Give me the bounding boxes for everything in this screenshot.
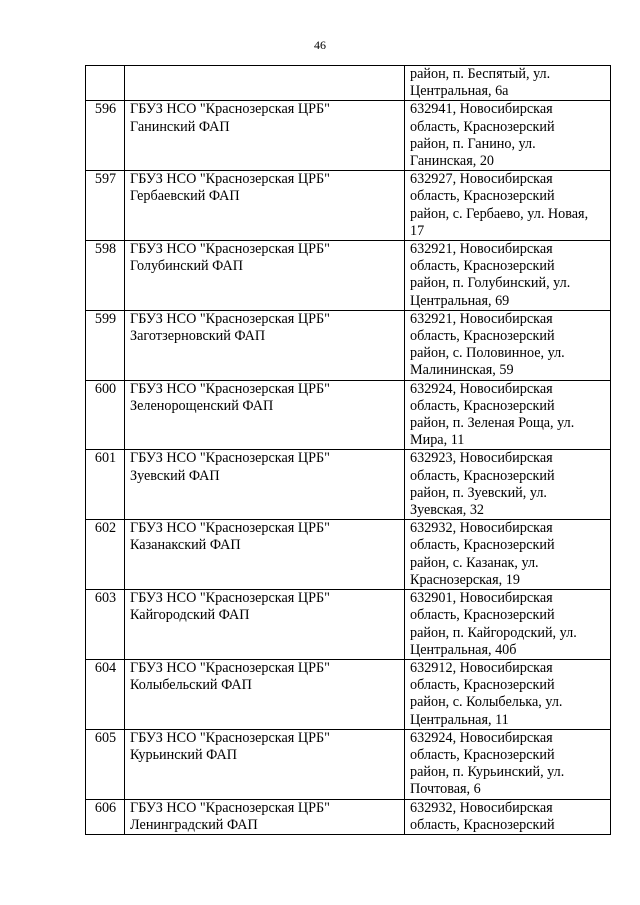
facility-address-line: область, Краснозерский — [410, 607, 555, 624]
facility-name-cell — [125, 590, 405, 660]
facility-name-line: ГБУЗ НСО "Краснозерская ЦРБ" — [130, 799, 330, 816]
facility-address-line: 632932, Новосибирская — [410, 799, 553, 816]
facility-address-line: 632921, Новосибирская — [410, 310, 553, 327]
facility-address-line: район, п. Зеленая Роща, ул. — [410, 415, 575, 432]
facility-address-cell — [405, 590, 611, 660]
facility-address-line: Центральная, 40б — [410, 641, 517, 658]
facility-address-line: 632927, Новосибирская — [410, 171, 553, 188]
facility-table-body — [86, 66, 611, 835]
table-row — [86, 450, 611, 520]
row-number: 603 — [86, 590, 125, 660]
facility-address-line: область, Краснозерский — [410, 816, 555, 833]
facility-address-line: Центральная, 69 — [410, 292, 510, 309]
facility-address-line: область, Краснозерский — [410, 397, 555, 414]
table-row — [86, 241, 611, 311]
facility-name-cell — [125, 241, 405, 311]
table-row — [86, 799, 611, 834]
table-row — [86, 171, 611, 241]
facility-address-line: область, Краснозерский — [410, 258, 555, 275]
facility-address-cell — [405, 310, 611, 380]
facility-name-line: ГБУЗ НСО "Краснозерская ЦРБ" — [130, 520, 330, 537]
table-row — [86, 520, 611, 590]
facility-address-cell — [405, 520, 611, 590]
facility-name-line: Ленинградский ФАП — [130, 816, 258, 833]
table-row — [86, 659, 611, 729]
facility-address-line: область, Краснозерский — [410, 746, 555, 763]
table-row — [86, 380, 611, 450]
row-number: 599 — [86, 310, 125, 380]
facility-address-line: 632912, Новосибирская — [410, 659, 553, 676]
facility-address-line: район, п. Кайгородский, ул. — [410, 624, 577, 641]
facility-address-line: 632921, Новосибирская — [410, 241, 553, 258]
facility-address-line: область, Краснозерский — [410, 328, 555, 345]
facility-address-line: район, с. Колыбелька, ул. — [410, 694, 563, 711]
facility-address-line: район, п. Курьинский, ул. — [410, 764, 565, 781]
facility-address-cell — [405, 450, 611, 520]
row-number: 606 — [86, 799, 125, 834]
facility-address-cell — [405, 101, 611, 171]
row-number: 600 — [86, 380, 125, 450]
facility-address-cell — [405, 659, 611, 729]
facility-address-line: район, с. Половинное, ул. — [410, 345, 565, 362]
facility-name-line: Колыбельский ФАП — [130, 677, 252, 694]
row-number: 597 — [86, 171, 125, 241]
facility-address-line: область, Краснозерский — [410, 118, 555, 135]
facility-address-line: Центральная, 11 — [410, 711, 509, 728]
facility-name-line: ГБУЗ НСО "Краснозерская ЦРБ" — [130, 590, 330, 607]
table-row — [86, 101, 611, 171]
facility-address-line: Почтовая, 6 — [410, 781, 481, 798]
facility-address-line: область, Краснозерский — [410, 537, 555, 554]
facility-address-cell — [405, 241, 611, 311]
row-number: 596 — [86, 101, 125, 171]
facility-address-line: район, с. Гербаево, ул. Новая, — [410, 205, 589, 222]
facility-address-line: 632924, Новосибирская — [410, 729, 553, 746]
facility-address-line: Зуевская, 32 — [410, 502, 485, 519]
facility-address-cell — [405, 729, 611, 799]
facility-name-line: Заготзерновский ФАП — [130, 328, 266, 345]
facility-address-line: Краснозерская, 19 — [410, 571, 520, 588]
row-number — [86, 66, 125, 101]
page-number: 46 — [314, 38, 326, 52]
facility-address-line: 632901, Новосибирская — [410, 590, 553, 607]
facility-name-cell — [125, 520, 405, 590]
facility-address-line: район, п. Ганино, ул. — [410, 135, 536, 152]
facility-address-line: район, п. Беспятый, ул. — [410, 66, 551, 82]
facility-name-cell — [125, 799, 405, 834]
facility-address-line: Малининская, 59 — [410, 362, 514, 379]
facility-name-cell — [125, 66, 405, 101]
facility-address-line: 632924, Новосибирская — [410, 380, 553, 397]
row-number: 604 — [86, 659, 125, 729]
facility-address-line: 632932, Новосибирская — [410, 520, 553, 537]
row-number: 598 — [86, 241, 125, 311]
facility-name-cell — [125, 380, 405, 450]
facility-address-line: район, с. Казанак, ул. — [410, 554, 539, 571]
facility-name-cell — [125, 729, 405, 799]
facility-name-line: ГБУЗ НСО "Краснозерская ЦРБ" — [130, 729, 330, 746]
facility-name-line: Зеленорощенский ФАП — [130, 397, 274, 414]
facility-name-line: ГБУЗ НСО "Краснозерская ЦРБ" — [130, 659, 330, 676]
facility-address-line: 632941, Новосибирская — [410, 101, 553, 118]
facility-address-line: 632923, Новосибирская — [410, 450, 553, 467]
facility-address-cell — [405, 799, 611, 834]
facility-name-cell — [125, 171, 405, 241]
facility-address-line: область, Краснозерский — [410, 467, 555, 484]
facility-address-line: область, Краснозерский — [410, 188, 555, 205]
facility-name-line: ГБУЗ НСО "Краснозерская ЦРБ" — [130, 241, 330, 258]
facility-address-line: район, п. Голубинский, ул. — [410, 275, 571, 292]
facility-address-cell — [405, 380, 611, 450]
facility-name-line: Голубинский ФАП — [130, 258, 243, 275]
facility-name-line: ГБУЗ НСО "Краснозерская ЦРБ" — [130, 450, 330, 467]
facility-name-line: ГБУЗ НСО "Краснозерская ЦРБ" — [130, 380, 330, 397]
facility-address-line: Центральная, 6а — [410, 83, 509, 100]
row-number: 602 — [86, 520, 125, 590]
facility-address-line: область, Краснозерский — [410, 677, 555, 694]
table-row — [86, 590, 611, 660]
row-number: 605 — [86, 729, 125, 799]
facility-name-cell — [125, 310, 405, 380]
facility-address-line: Ганинская, 20 — [410, 153, 495, 170]
facility-name-line: Курьинский ФАП — [130, 746, 237, 763]
facility-name-line: Зуевский ФАП — [130, 467, 220, 484]
facility-name-line: Ганинский ФАП — [130, 118, 230, 135]
facility-name-line: Казанакский ФАП — [130, 537, 241, 554]
table-row — [86, 66, 611, 101]
facility-table — [85, 65, 611, 835]
facility-name-line: Кайгородский ФАП — [130, 607, 250, 624]
facility-name-line: ГБУЗ НСО "Краснозерская ЦРБ" — [130, 171, 330, 188]
facility-name-cell — [125, 101, 405, 171]
facility-address-line: Мира, 11 — [410, 432, 465, 449]
facility-address-line: район, п. Зуевский, ул. — [410, 484, 547, 501]
table-row — [86, 729, 611, 799]
facility-name-line: ГБУЗ НСО "Краснозерская ЦРБ" — [130, 101, 330, 118]
facility-name-cell — [125, 450, 405, 520]
row-number: 601 — [86, 450, 125, 520]
facility-name-cell — [125, 659, 405, 729]
table-row — [86, 310, 611, 380]
facility-name-line: Гербаевский ФАП — [130, 188, 240, 205]
facility-name-line: ГБУЗ НСО "Краснозерская ЦРБ" — [130, 310, 330, 327]
facility-address-cell — [405, 66, 611, 101]
facility-address-line: 17 — [410, 222, 425, 239]
facility-address-cell — [405, 171, 611, 241]
